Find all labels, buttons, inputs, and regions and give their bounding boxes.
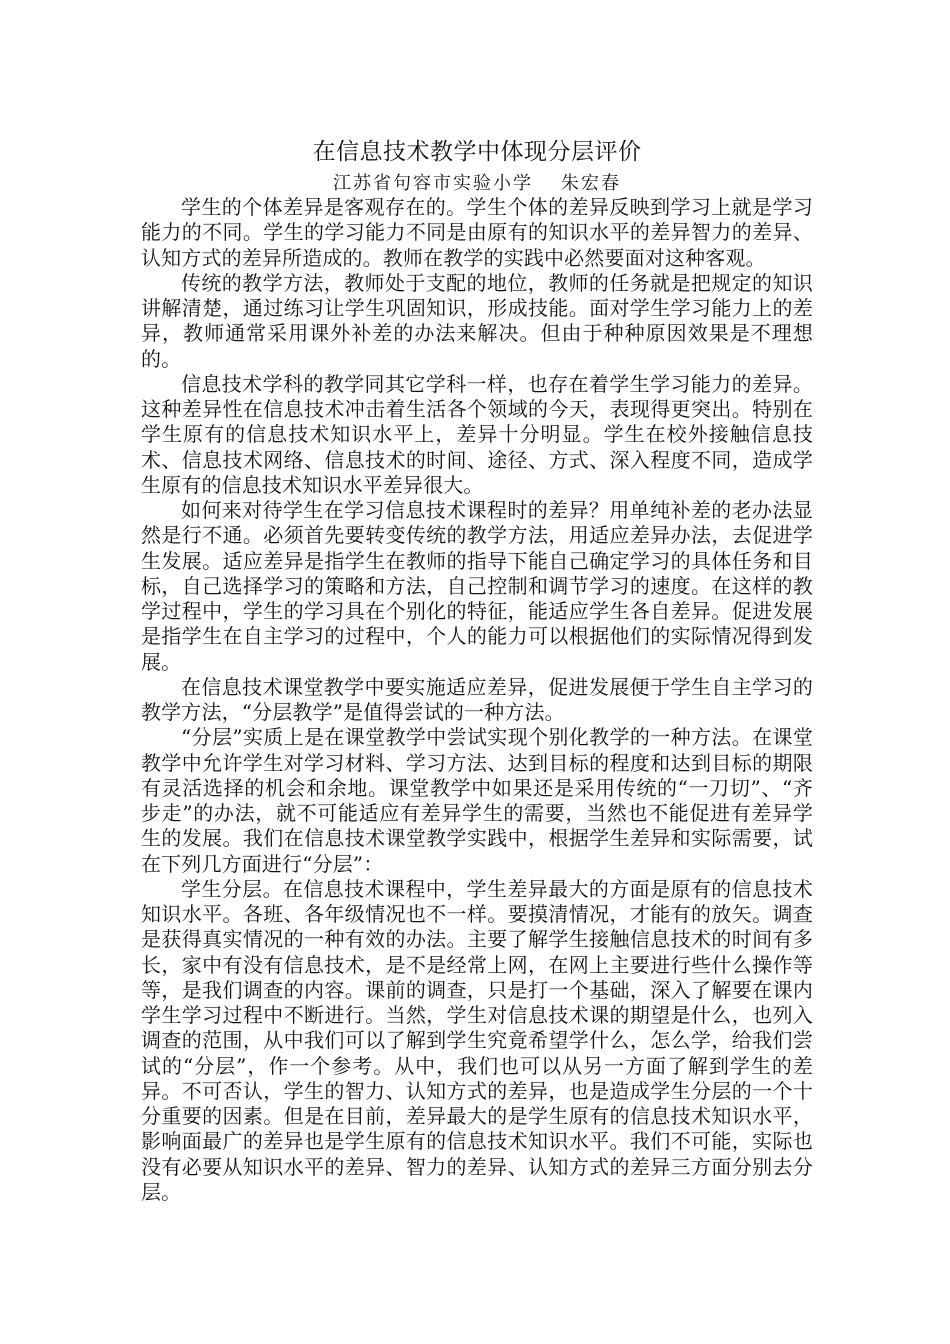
article-body <box>141 195 813 1205</box>
paragraph-5: 在信息技术课堂教学中要实施适应差异，促进发展便于学生自主学习的教学方法，“分层教学”是值得尝试的一种方法。 <box>141 674 813 724</box>
author-byline <box>141 174 813 194</box>
author-name: 朱宏春 <box>561 173 621 194</box>
paragraph-7: 学生分层。在信息技术课程中，学生差异最大的方面是原有的信息技术知识水平。各班、各年级情况也不一样。要摸清情况，才能有的放矢。调查是获得真实情况的一种有效的办法。主要了解学生接触信息技术的时间有多长，家中有没有信息技术，是不是经常上网，在网上主要进行些什么操作等等，是我们调查的内容。课前的调查，只是打一个基础，深入了解要在课内学生学习过程中不断进行。当然，学生对信息技术课的期望是什么，也列入调查的范围，从中我们可以了解到学生究竟希望学什么，怎么学，给我们尝试的“分层”，作一个参考。从中，我们也可以从另一方面了解到学生的差异。不可否认，学生的智力、认知方式的差异，也是造成学生分层的一个十分重要的因素。但是在目前，差异最大的是学生原有的信息技术知识水平，影响面最广的差异也是学生原有的信息技术知识水平。我们不可能，实际也没有必要从知识水平的差异、智力的差异、认知方式的差异三方面分别去分层。 <box>141 876 813 1204</box>
paragraph-4: 如何来对待学生在学习信息技术课程时的差异？用单纯补差的老办法显然是行不通。必须首先要转变传统的教学方法，用适应差异办法，去促进学生发展。适应差异是指学生在教师的指导下能自己确定学习的具体任务和目标，自己选择学习的策略和方法，自己控制和调节学习的速度。在这样的教学过程中，学生的学习具在个别化的特征，能适应学生各自差异。促进发展是指学生在自主学习的过程中，个人的能力可以根据他们的实际情况得到发展。 <box>141 498 813 674</box>
document-page <box>141 136 813 1205</box>
paragraph-1: 学生的个体差异是客观存在的。学生个体的差异反映到学习上就是学习能力的不同。学生的学习能力不同是由原有的知识水平的差异智力的差异、认知方式的差异所造成的。教师在教学的实践中必然要面对这种客观。 <box>141 195 813 270</box>
author-organization: 江苏省句容市实验小学 <box>333 173 533 194</box>
document-title: 在信息技术教学中体现分层评价 <box>312 139 642 165</box>
paragraph-6: “分层”实质上是在课堂教学中尝试实现个别化教学的一种方法。在课堂教学中允许学生对学习材料、学习方法、达到目标的程度和达到目标的期限有灵活选择的机会和余地。课堂教学中如果还是采用传统的“一刀切”、“齐步走”的办法，就不可能适应有差异学生的需要，当然也不能促进有差异学生的发展。我们在信息技术课堂教学实践中，根据学生差异和实际需要，试在下列几方面进行“分层”： <box>141 725 813 876</box>
paragraph-3: 信息技术学科的教学同其它学科一样，也存在着学生学习能力的差异。这种差异性在信息技术冲击着生活各个领域的今天，表现得更突出。特别在学生原有的信息技术知识水平上，差异十分明显。学生在校外接触信息技术、信息技术网络、信息技术的时间、途径、方式、深入程度不同，造成学生原有的信息技术知识水平差异很大。 <box>141 371 813 497</box>
paragraph-2: 传统的教学方法，教师处于支配的地位，教师的任务就是把规定的知识讲解清楚，通过练习让学生巩固知识，形成技能。面对学生学习能力上的差异，教师通常采用课外补差的办法来解决。但由于种种原因效果是不理想的。 <box>141 270 813 371</box>
